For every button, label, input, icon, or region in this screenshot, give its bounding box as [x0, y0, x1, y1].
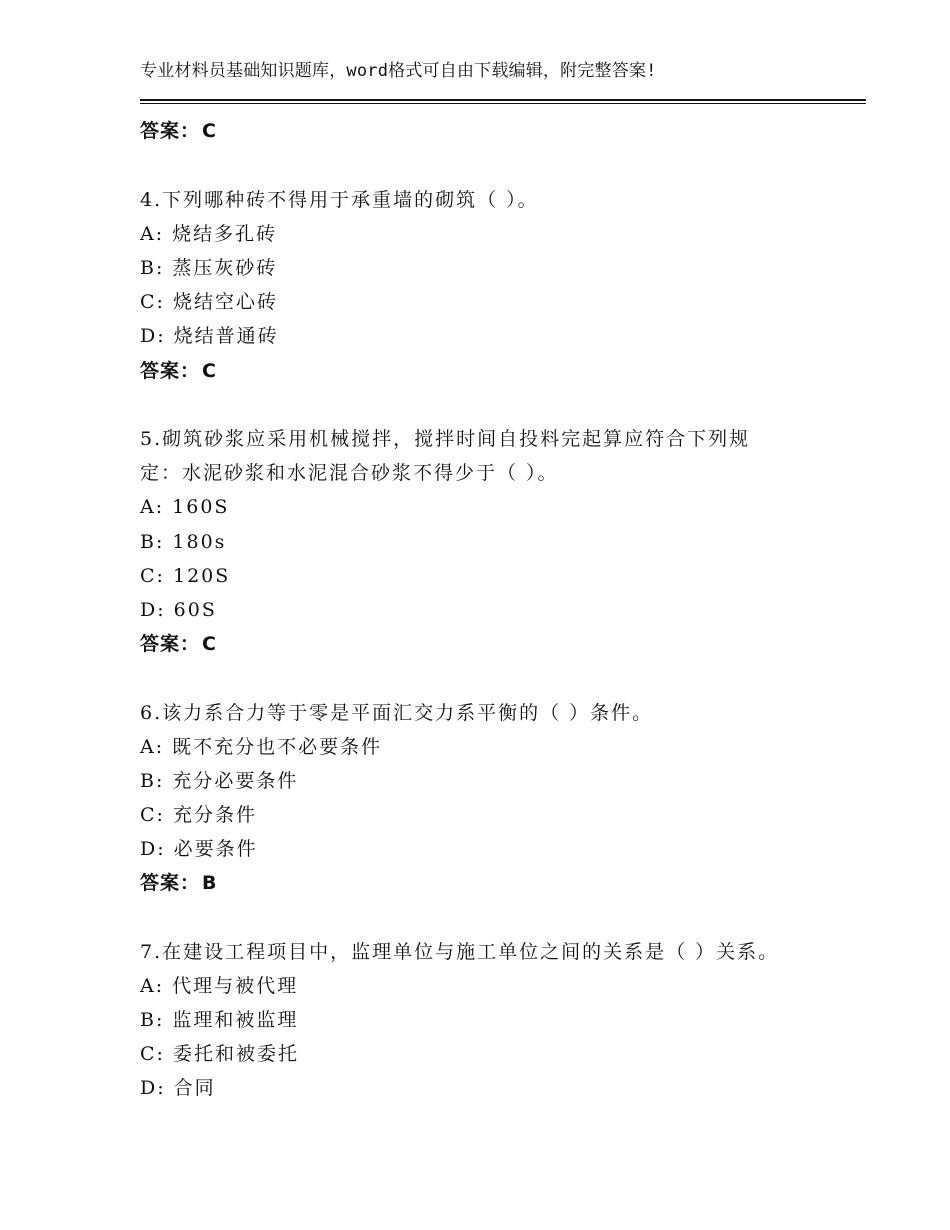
option-d: D: 合同 [140, 1077, 216, 1099]
option-b: B: 充分必要条件 [140, 770, 299, 792]
answer-line [140, 871, 217, 895]
answer-value: C [202, 633, 216, 655]
option-c: C: 委托和被委托 [140, 1043, 299, 1065]
option-c: C: 120S [140, 565, 231, 587]
option-d: D: 60S [140, 599, 217, 621]
option-d: D: 烧结普通砖 [140, 325, 279, 347]
page-header: 专业材料员基础知识题库，word格式可自由下载编辑，附完整答案! [140, 61, 657, 81]
option-a: A: 既不充分也不必要条件 [140, 736, 383, 758]
header-rule-thick [140, 99, 866, 101]
answer-label: 答案： [140, 633, 201, 655]
question-stem: 6.该力系合力等于零是平面汇交力系平衡的（ ）条件。 [140, 702, 654, 724]
option-a: A: 代理与被代理 [140, 975, 299, 997]
answer-line [140, 119, 216, 143]
option-c: C: 充分条件 [140, 804, 257, 826]
answer-label: 答案： [140, 120, 201, 142]
question-stem-cont: 定：水泥砂浆和水泥混合砂浆不得少于（ ）。 [140, 462, 559, 484]
question-stem: 7.在建设工程项目中，监理单位与施工单位之间的关系是（ ）关系。 [140, 941, 780, 963]
option-b: B: 蒸压灰砂砖 [140, 257, 278, 279]
answer-line [140, 632, 216, 656]
answer-label: 答案： [140, 360, 201, 382]
option-a: A: 160S [140, 496, 230, 518]
header-rule-thin [140, 103, 866, 104]
answer-label: 答案： [140, 872, 201, 894]
answer-value: B [202, 872, 217, 894]
option-b: B: 监理和被监理 [140, 1009, 299, 1031]
answer-value: C [202, 120, 216, 142]
option-b: B: 180s [140, 531, 227, 553]
option-c: C: 烧结空心砖 [140, 291, 278, 313]
question-stem: 5.砌筑砂浆应采用机械搅拌，搅拌时间自投料完起算应符合下列规 [140, 428, 751, 450]
option-d: D: 必要条件 [140, 838, 258, 860]
answer-line [140, 359, 216, 383]
answer-value: C [202, 360, 216, 382]
question-stem: 4.下列哪种砖不得用于承重墙的砌筑（ ）。 [140, 189, 539, 211]
option-a: A: 烧结多孔砖 [140, 223, 278, 245]
